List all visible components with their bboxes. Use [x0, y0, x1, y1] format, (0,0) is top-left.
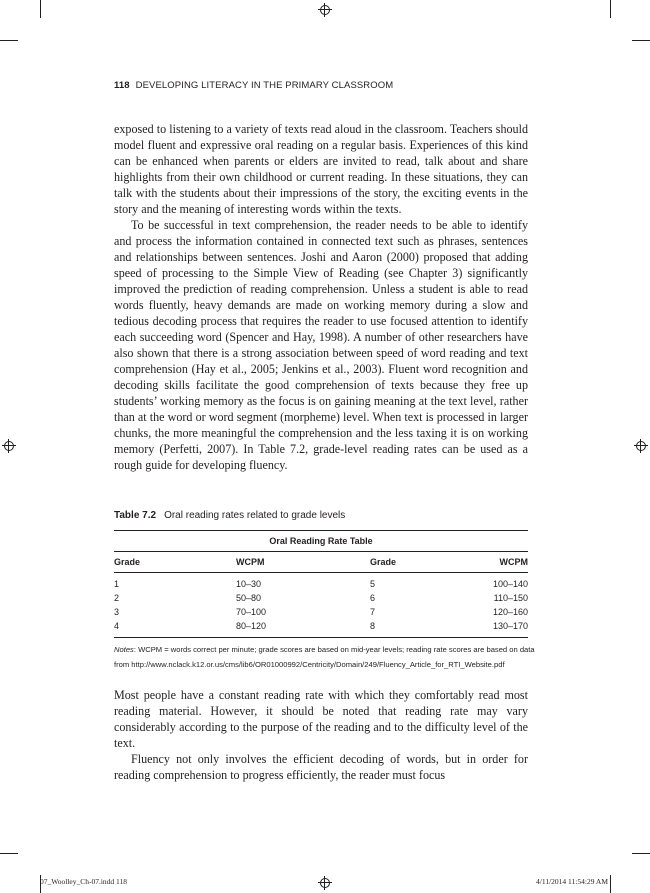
table-cell: 70–100	[236, 607, 267, 617]
table-label: Table 7.2	[114, 510, 157, 521]
registration-mark-icon	[318, 876, 332, 890]
table-cell: 6	[370, 593, 376, 603]
registration-mark-icon	[2, 439, 16, 453]
table-body	[114, 573, 528, 637]
paragraph: Fluency not only involves the efficient decoding of words, but in order for reading comprehension to progress efficiently, the reader must focus	[114, 752, 528, 782]
table-cell: 5	[370, 579, 376, 589]
table-bottom-rule	[114, 637, 528, 638]
table-row	[114, 577, 528, 591]
table-7-2	[114, 510, 535, 672]
registration-mark-icon	[634, 439, 648, 453]
table-row	[114, 605, 528, 619]
slug-file: 07_Woolley_Ch-07.indd 118	[40, 877, 128, 886]
notes-label: Notes	[114, 645, 134, 654]
table-cell: 100–140	[492, 579, 528, 589]
running-head	[114, 80, 393, 91]
table-cell: 120–160	[492, 607, 528, 617]
table-caption-text: Oral reading rates related to grade levels	[164, 510, 346, 521]
table-cell: 2	[114, 593, 120, 603]
table-cell: 7	[370, 607, 376, 617]
registration-mark-icon	[318, 3, 332, 17]
slug-timestamp: 4/11/2014 11:54:29 AM	[536, 877, 608, 886]
column-header: WCPM	[499, 557, 528, 567]
table-cell: 3	[114, 607, 120, 617]
notes-source: from http://www.nclack.k12.or.us/cms/lib6/OR01000992/Centricity/Domain/249/Fluency_Article_for_RTI_Website.pdf	[114, 660, 505, 669]
column-header: Grade	[114, 557, 141, 567]
table-cell: 110–150	[493, 593, 528, 603]
notes-text: : WCPM = words correct per minute; grade scores are based on mid-year levels; reading rate scores are based on data	[133, 645, 535, 654]
table-cell: 80–120	[236, 621, 267, 631]
table-cell: 10–30	[236, 579, 262, 589]
crop-mark	[610, 0, 611, 18]
body-text-bottom	[114, 687, 528, 783]
table-caption	[114, 510, 528, 521]
crop-mark	[610, 875, 611, 893]
table-cell: 50–80	[236, 593, 262, 603]
paragraph: Most people have a constant reading rate with which they comfortably read most reading material. However, it should be noted that reading rate may vary considerably according to the purpose of the reading and to the difficulty level of the text.	[114, 688, 528, 750]
paragraph: exposed to listening to a variety of texts read aloud in the classroom. Teachers should model fluent and expressive oral reading on a regular basis. Experiences of this kind can be enhanced when parents or elders are invited to read, talk about and share highlights from their own childhood or current reading. In these situations, they can talk with the students about their impressions of the story, the exciting events in the story and the meaning of interesting words within the texts.	[114, 122, 528, 216]
page-number: 118	[114, 80, 130, 91]
crop-mark	[0, 853, 18, 854]
table-cell: 1	[114, 579, 120, 589]
table-header-row	[114, 552, 528, 572]
table-cell: 4	[114, 621, 120, 631]
crop-mark	[632, 853, 650, 854]
table-notes	[114, 642, 535, 672]
table-cell: 130–170	[492, 621, 528, 631]
table-cell: 8	[370, 621, 376, 631]
body-text-top	[114, 121, 528, 473]
crop-mark	[40, 0, 41, 18]
paragraph: To be successful in text comprehension, the reader needs to be able to identify and process the information contained in connected text such as phrases, sentences and relationships between sentences. Joshi and Aaron (2000) proposed that adding speed of processing to the Simple View of Reading (see Chapter 3) significantly improved the prediction of reading comprehension. Unless a student is able to read words fluently, heavy demands are made on working memory during a slow and tedious decoding process that requires the reader to use focused attention to identify each succeeding word (Spencer and Hay, 1998). A number of other researchers have also shown that there is a strong association between speed of word reading and text comprehension (Hay et al., 2005; Jenkins et al., 2003). Fluent word recognition and decoding skills facilitate the good comprehension of texts because they free up students’ working memory as the focus is on gaining meaning at the text level, rather than at the word or word segment (morpheme) level. When text is processed in larger chunks, the more meaningful the comprehension and the less taxing it is on working memory (Perfetti, 2007). In Table 7.2, grade-level reading rates can be used as a rough guide for developing fluency.	[114, 218, 528, 472]
running-head-title: DEVELOPING LITERACY IN THE PRIMARY CLASSROOM	[135, 80, 394, 91]
crop-mark	[0, 40, 18, 41]
column-header: WCPM	[236, 557, 265, 567]
column-header: Grade	[370, 557, 397, 567]
table-title: Oral Reading Rate Table	[269, 536, 373, 546]
crop-mark	[632, 40, 650, 41]
table-row	[114, 591, 528, 605]
table-row	[114, 619, 528, 633]
